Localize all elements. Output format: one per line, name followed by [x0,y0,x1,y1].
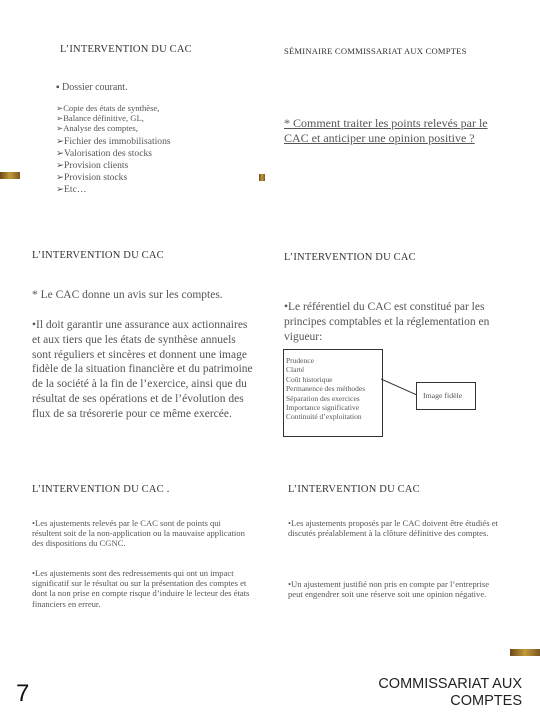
slide3-title: L’INTERVENTION DU CAC [32,250,164,261]
slide4-title: L’INTERVENTION DU CAC [284,252,416,263]
slide2-title: SÉMINAIRE COMMISSARIAT AUX COMPTES [284,46,467,56]
principles-list [286,356,365,422]
slide1-small-list [56,103,159,134]
list-item: ➢Copie des états de synthèse, [56,103,160,113]
footer-label-line-1: COMMISSARIAT AUX [378,676,522,692]
list-item: ➢Etc… [56,184,87,195]
arrow-icon [381,378,417,398]
slide6-paragraph-1: •Les ajustements proposés par le CAC doivent être étudiés et discutés préalablement à la clôture définitive des comptes. [288,518,498,539]
list-item: Séparation des exercices [286,393,360,403]
footer-label-line-2: COMPTES [450,693,522,709]
result-label: Image fidèle [423,391,463,400]
slide3-paragraph-1: * Le CAC donne un avis sur les comptes. [32,289,223,301]
slide5-title: L’INTERVENTION DU CAC . [32,484,170,495]
slide6-title: L’INTERVENTION DU CAC [288,484,420,495]
list-item: ➢Provision stocks [56,172,128,183]
list-item: ➢Analyse des comptes, [56,123,138,134]
decorative-bar [510,649,540,656]
list-item: ➢Balance définitive, GL, [56,113,144,124]
slide1-bullet: ▪ Dossier courant. [56,82,128,93]
page-number: 7 [16,680,30,707]
slide5-paragraph-1: •Les ajustements relevés par le CAC sont de points qui résultent soit de la non-application ou la mauvaise application des dispositions du CGNC. [32,518,245,549]
result-box [416,382,476,410]
list-item: Importance significative [286,403,360,413]
list-item: Permanence des méthodes [286,384,366,394]
slide5-paragraph-2: •Les ajustements sont des redressements qui ont un impact significatif sur le résultat ou sur la présentation des comptes et dont la non prise en compte risque d’induire le lecteur des états financiers en erreur. [32,568,250,609]
list-item: Continuité d’exploitation [286,412,362,422]
principles-box [283,349,383,437]
slide4-paragraph-1: •Le référentiel du CAC est constitué par les principes comptables et la réglementation en vigueur: [284,301,490,343]
list-item: Coût historique [286,374,333,384]
slide1-medium-list [56,136,171,196]
slide2-question-link[interactable]: * Comment traiter les points relevés par le CAC et anticiper une opinion positive ? [284,116,488,145]
list-item: ➢Provision clients [56,160,129,171]
slide6-paragraph-2: •Un ajustement justifié non pris en compte par l’entreprise peut engendrer soit une réserve soit une opinion négative. [288,579,490,600]
decorative-bar [0,172,20,179]
decorative-square [259,174,265,181]
footer-label [378,676,522,710]
list-item: ➢Valorisation des stocks [56,148,152,159]
slide1-title: L’INTERVENTION DU CAC [60,44,192,55]
list-item: Clarté [286,365,305,375]
list-item: Prudence [286,356,314,365]
list-item: ➢Fichier des immobilisations [56,136,171,147]
slide3-paragraph-2: •Il doit garantir une assurance aux actionnaires et aux tiers que les états de synthèse annuels sont réguliers et sincères et donnent une image fidèle de la situation financière et du patrimoine de la société à la fin de l’exercice, ainsi que du résultat de ses opérations et de l’évolution des flux de sa trésorerie pour ce même exercée. [32,319,253,420]
